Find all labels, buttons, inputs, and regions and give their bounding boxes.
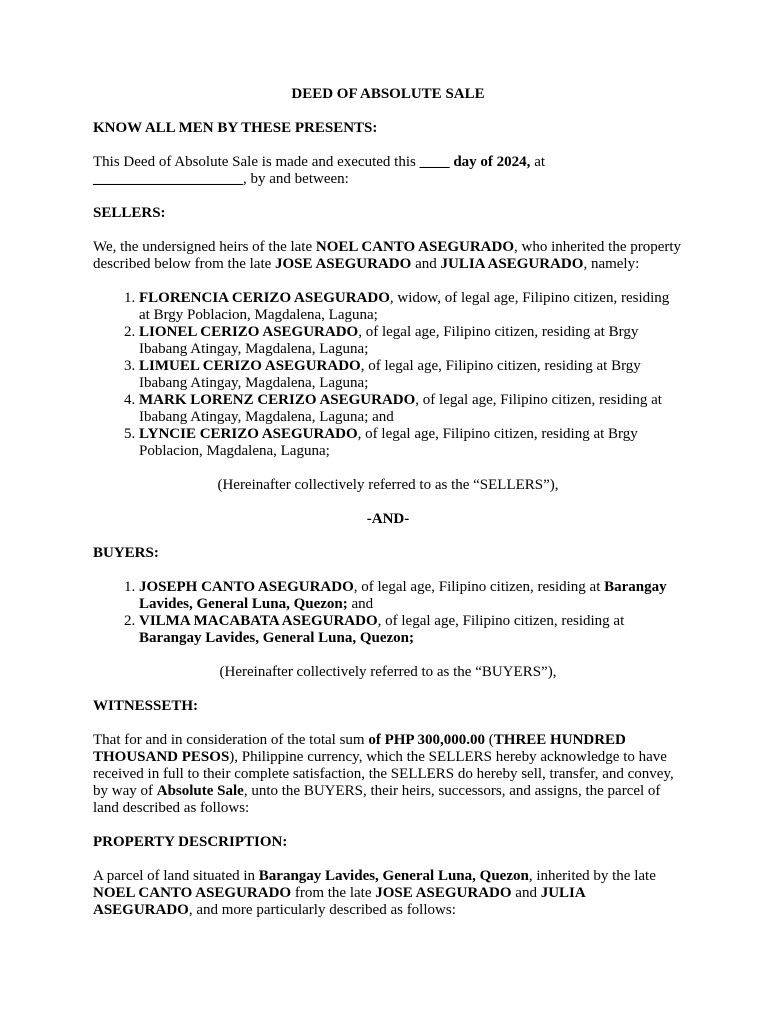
buyer-name: VILMA MACABATA ASEGURADO	[139, 613, 378, 629]
consideration-text-1: That for and in consideration of the total sum	[93, 732, 369, 748]
witnesseth-heading: WITNESSETH:	[93, 698, 199, 714]
seller-name: FLORENCIA CERIZO ASEGURADO	[139, 290, 390, 306]
seller-name: LYNCIE CERIZO ASEGURADO	[139, 426, 358, 442]
consideration-text-4: , unto the BUYERS, their heirs, successors, and assigns, the parcel of land described as follows:	[93, 783, 661, 816]
property-paragraph	[93, 868, 683, 919]
sellers-intro-text-2: , who inherited the property described below from the late	[93, 239, 682, 272]
buyer-address: Barangay Lavides, General Luna, Quezon;	[139, 630, 415, 646]
sale-amount: of PHP 300,000.00	[368, 732, 486, 748]
list-item	[139, 358, 683, 392]
list-item	[139, 290, 683, 324]
sellers-intro-paragraph	[93, 239, 683, 273]
father-name: JOSE ASEGURADO	[275, 256, 412, 272]
property-text-4: and	[511, 885, 541, 901]
property-location: Barangay Lavides, General Luna, Quezon	[258, 868, 529, 884]
document-title: DEED OF ABSOLUTE SALE	[291, 86, 485, 102]
buyer-suffix: and	[347, 596, 374, 612]
decedent-name: NOEL CANTO ASEGURADO	[315, 239, 514, 255]
buyer-name: JOSEPH CANTO ASEGURADO	[139, 579, 354, 595]
sale-type: Absolute Sale	[156, 783, 244, 799]
day-blank: ____ day of 2024,	[419, 154, 531, 170]
property-decedent: NOEL CANTO ASEGURADO	[93, 885, 292, 901]
seller-name: LIONEL CERIZO ASEGURADO	[139, 324, 359, 340]
seller-details: , of legal age, Filipino citizen, residing at Brgy Ibabang Atingay, Magdalena, Laguna;	[139, 324, 639, 357]
consideration-paragraph	[93, 732, 683, 817]
sellers-list	[93, 290, 683, 460]
property-text-2: , inherited by the late	[528, 868, 656, 884]
consideration-text-2: (	[485, 732, 494, 748]
buyer-address: Barangay Lavides, General Luna, Quezon;	[139, 579, 667, 612]
property-text-1: A parcel of land situated in	[93, 868, 259, 884]
buyer-details: , of legal age, Filipino citizen, residing at	[353, 579, 605, 595]
buyers-list	[93, 579, 683, 647]
consideration-text-3: ), Philippine currency, which the SELLERS hereby acknowledge to have received in full to their complete satisfaction, the SELLERS do hereby sell, transfer, and convey, by way of	[93, 749, 674, 799]
list-item	[139, 392, 683, 426]
mother-name: JULIA ASEGURADO	[440, 256, 584, 272]
place-blank: ____________________	[93, 171, 243, 187]
intro-text-3: , by and between:	[243, 171, 349, 187]
document-page	[93, 86, 683, 936]
seller-name: MARK LORENZ CERIZO ASEGURADO	[139, 392, 416, 408]
sale-amount-words: THREE HUNDRED THOUSAND PESOS	[93, 732, 626, 765]
and-separator: -AND-	[366, 511, 410, 527]
opening-clause: KNOW ALL MEN BY THESE PRESENTS:	[93, 120, 378, 136]
intro-text-1: This Deed of Absolute Sale is made and executed this	[93, 154, 420, 170]
sellers-intro-text-4: , namely:	[583, 256, 640, 272]
buyers-reference: (Hereinafter collectively referred to as the “BUYERS”),	[219, 664, 557, 680]
sellers-heading: SELLERS:	[93, 205, 166, 221]
seller-details: , of legal age, Filipino citizen, residing at Brgy Poblacion, Magdalena, Laguna;	[139, 426, 638, 459]
intro-text-2: at	[530, 154, 546, 170]
seller-name: LIMUEL CERIZO ASEGURADO	[139, 358, 361, 374]
buyers-heading: BUYERS:	[93, 545, 159, 561]
list-item	[139, 426, 683, 460]
list-item	[139, 579, 683, 613]
buyer-details: , of legal age, Filipino citizen, residing at	[377, 613, 625, 629]
list-item	[139, 324, 683, 358]
intro-paragraph	[93, 154, 683, 188]
seller-details: , of legal age, Filipino citizen, residing at Brgy Ibabang Atingay, Magdalena, Laguna;	[139, 358, 641, 391]
property-mother: JULIA ASEGURADO	[93, 885, 585, 918]
property-text-3: from the late	[291, 885, 376, 901]
sellers-reference: (Hereinafter collectively referred to as the “SELLERS”),	[217, 477, 559, 493]
property-description-heading: PROPERTY DESCRIPTION:	[93, 834, 288, 850]
seller-details: , widow, of legal age, Filipino citizen, residing at Brgy Poblacion, Magdalena, Laguna;	[139, 290, 670, 323]
sellers-intro-text-3: and	[411, 256, 441, 272]
seller-details: , of legal age, Filipino citizen, residing at Ibabang Atingay, Magdalena, Laguna; and	[139, 392, 662, 425]
sellers-intro-text-1: We, the undersigned heirs of the late	[93, 239, 316, 255]
property-text-5: , and more particularly described as follows:	[188, 902, 456, 918]
list-item	[139, 613, 683, 647]
property-father: JOSE ASEGURADO	[375, 885, 512, 901]
